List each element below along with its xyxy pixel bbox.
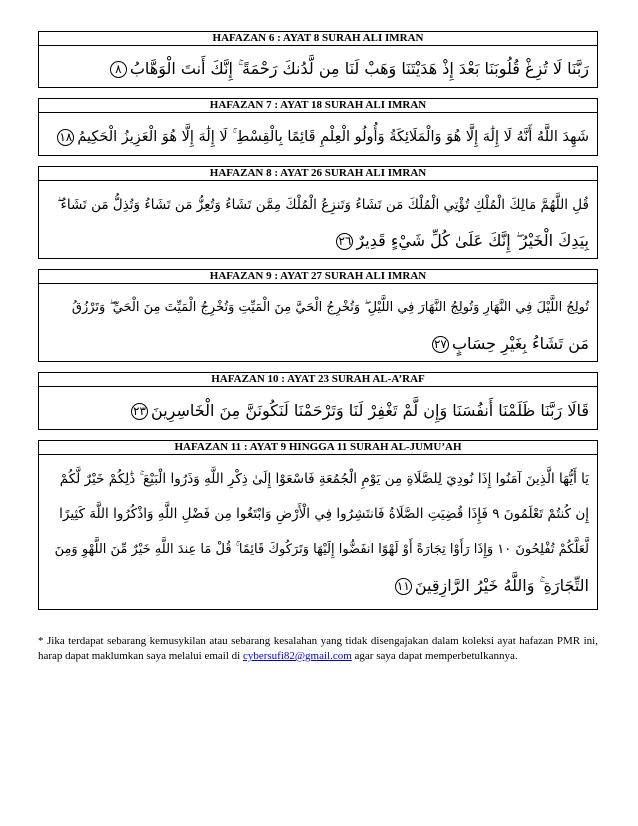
section-hafazan-7 xyxy=(38,98,598,156)
verse-line xyxy=(39,292,597,324)
verse-end-marker-icon: ١٨ xyxy=(57,129,74,146)
verse-end-marker-icon: ٢٣ xyxy=(131,403,148,420)
section-header: HAFAZAN 9 : AYAT 27 SURAH ALI IMRAN xyxy=(39,270,597,284)
footnote-text: * Jika terdapat sebarang kemusykilan atau sebarang kesalahan yang tidak disengajakan dalam koleksi ayat hafazan PMR ini, harap dapat maklumkan saya melalui email di xyxy=(38,635,598,662)
verse-end-marker-icon: ٢٧ xyxy=(432,336,449,353)
section-hafazan-6 xyxy=(38,31,598,88)
verse-line xyxy=(39,122,597,152)
verse-line xyxy=(39,54,597,84)
verse-text: بِيَدِكَ الْخَيْرُ ۖ إِنَّكَ عَلَىٰ كُلِّ شَيْءٍ قَدِيرٌ xyxy=(356,231,589,250)
verse-line xyxy=(39,225,597,257)
verse-text: إِن كُنتُمْ تَعْلَمُونَ ٩ فَإِذَا قُضِيَتِ الصَّلَاةُ فَانتَشِرُوا فِي الْأَرْضِ وَابْتَغُوا مِن فَضْلِ اللَّهِ وَاذْكُرُوا اللَّهَ كَثِيرًا xyxy=(59,506,589,522)
section-header: HAFAZAN 7 : AYAT 18 SURAH ALI IMRAN xyxy=(39,99,597,113)
verse-line xyxy=(39,189,597,221)
verse-end-marker-icon: ٨ xyxy=(110,61,127,78)
verse-line xyxy=(39,328,597,360)
section-hafazan-11 xyxy=(38,440,598,610)
verse-text: قُلِ اللَّهُمَّ مَالِكَ الْمُلْكِ تُؤْتِي الْمُلْكَ مَن تَشَاءُ وَتَنزِعُ الْمُلْكَ مِمَّن تَشَاءُ وَتُعِزُّ مَن تَشَاءُ وَتُذِلُّ مَن تَشَاءُ ۖ xyxy=(57,197,589,213)
email-link[interactable]: cybersufi82@gmail.com xyxy=(242,650,352,662)
section-header: HAFAZAN 11 : AYAT 9 HINGGA 11 SURAH AL-JUMU’AH xyxy=(39,441,597,455)
footnote-text-end: agar saya dapat memperbetulkannya. xyxy=(351,650,518,662)
verse-text: رَبَّنَا لَا تُزِغْ قُلُوبَنَا بَعْدَ إِذْ هَدَيْتَنَا وَهَبْ لَنَا مِن لَّدُنكَ رَحْمَةً ۚ إِنَّكَ أَنتَ الْوَهَّابُ xyxy=(129,59,589,78)
verse-line xyxy=(39,496,597,532)
verse-line xyxy=(39,532,597,568)
verse-end-marker-icon: ٢٦ xyxy=(336,233,353,250)
section-hafazan-9 xyxy=(38,269,598,362)
verse-text: يَا أَيُّهَا الَّذِينَ آمَنُوا إِذَا نُودِيَ لِلصَّلَاةِ مِن يَوْمِ الْجُمُعَةِ فَاسْعَوْا إِلَىٰ ذِكْرِ اللَّهِ وَذَرُوا الْبَيْعَ ۚ ذَٰلِكُمْ خَيْرٌ لَّكُمْ xyxy=(59,471,589,487)
section-hafazan-10 xyxy=(38,372,598,430)
section-hafazan-8 xyxy=(38,166,598,259)
verse-text: التِّجَارَةِ ۚ وَاللَّهُ خَيْرُ الرَّازِقِينَ xyxy=(414,576,589,595)
footnote xyxy=(38,634,598,664)
verse-text: قَالَا رَبَّنَا ظَلَمْنَا أَنفُسَنَا وَإِن لَّمْ تَغْفِرْ لَنَا وَتَرْحَمْنَا لَنَكُونَنَّ مِنَ الْخَاسِرِينَ xyxy=(151,401,589,420)
verse-text: لَّعَلَّكُمْ تُفْلِحُونَ ١٠ وَإِذَا رَأَوْا تِجَارَةً أَوْ لَهْوًا انفَضُّوا إِلَيْهَا وَتَرَكُوكَ قَائِمًا ۚ قُلْ مَا عِندَ اللَّهِ خَيْرٌ مِّنَ اللَّهْوِ وَمِنَ xyxy=(54,542,589,557)
verse-line xyxy=(39,568,597,604)
section-header: HAFAZAN 8 : AYAT 26 SURAH ALI IMRAN xyxy=(39,167,597,181)
verse-text: تُولِجُ اللَّيْلَ فِي النَّهَارِ وَتُولِجُ النَّهَارَ فِي اللَّيْلِ ۖ وَتُخْرِجُ الْحَيَّ مِنَ الْمَيِّتِ وَتُخْرِجُ الْمَيِّتَ مِنَ الْحَيِّ ۖ وَتَرْزُقُ xyxy=(71,300,589,315)
verse-text: مَن تَشَاءُ بِغَيْرِ حِسَابٍ xyxy=(451,334,589,353)
verse-text: شَهِدَ اللَّهُ أَنَّهُ لَا إِلَٰهَ إِلَّا هُوَ وَالْمَلَائِكَةُ وَأُولُو الْعِلْمِ قَائِمًا بِالْقِسْطِ ۚ لَا إِلَٰهَ إِلَّا هُوَ الْعَزِيزُ الْحَكِيمُ xyxy=(77,129,589,145)
verse-end-marker-icon: ١١ xyxy=(395,578,412,595)
section-header: HAFAZAN 6 : AYAT 8 SURAH ALI IMRAN xyxy=(39,32,597,46)
verse-line xyxy=(39,396,597,426)
verse-line xyxy=(39,462,597,496)
section-header: HAFAZAN 10 : AYAT 23 SURAH AL-A’RAF xyxy=(39,373,597,387)
